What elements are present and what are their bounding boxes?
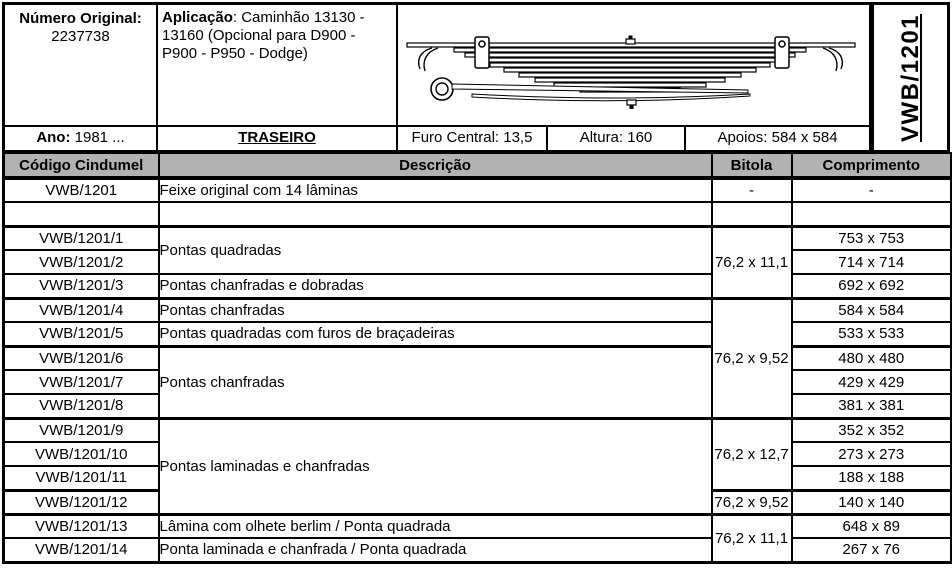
code-cell: VWB/1201/13: [4, 514, 159, 538]
desc-cell: Pontas quadradas: [159, 226, 712, 274]
supports-cell: [686, 125, 871, 150]
comp-cell: 584 x 584: [792, 298, 952, 322]
table-row: [4, 226, 952, 250]
original-number-value: 2237738: [51, 28, 110, 45]
code-cell: VWB/1201/10: [4, 442, 159, 466]
desc-cell: Pontas quadradas com furos de braçadeiras: [159, 322, 712, 346]
bitola-cell: 76,2 x 9,52: [712, 490, 792, 514]
code-cell: VWB/1201: [4, 178, 159, 202]
leaf-spring-drawing: [398, 5, 864, 123]
header-bitola: Bitola: [712, 153, 792, 178]
comp-cell: 714 x 714: [792, 250, 952, 274]
code-cell: [4, 202, 159, 226]
comp-cell: 381 x 381: [792, 394, 952, 418]
comp-cell: 429 x 429: [792, 370, 952, 394]
code-cell: VWB/1201/12: [4, 490, 159, 514]
code-cell: VWB/1201/9: [4, 418, 159, 442]
table-row: [4, 298, 952, 322]
supports-label: Apoios:: [717, 129, 768, 146]
table-row: [4, 178, 952, 202]
bottom-leaf: [472, 94, 750, 109]
application-cell: [158, 5, 398, 125]
bitola-cell: 76,2 x 9,52: [712, 298, 792, 418]
code-cell: VWB/1201/8: [4, 394, 159, 418]
desc-cell: Pontas chanfradas: [159, 298, 712, 322]
code-cell: VWB/1201/4: [4, 298, 159, 322]
code-cell: VWB/1201/1: [4, 226, 159, 250]
parts-table: [2, 152, 952, 564]
comp-cell: -: [792, 178, 952, 202]
position-value: TRASEIRO: [238, 129, 316, 146]
desc-cell: Pontas chanfradas: [159, 346, 712, 418]
center-hole-cell: [398, 125, 548, 150]
center-hole-label: Furo Central:: [411, 129, 500, 146]
height-label: Altura:: [579, 129, 624, 146]
comp-cell: 267 x 76: [792, 538, 952, 562]
table-row-empty: [4, 202, 952, 226]
comp-cell: 753 x 753: [792, 226, 952, 250]
desc-cell: [159, 202, 712, 226]
bitola-cell: [712, 202, 792, 226]
comp-cell: 648 x 89: [792, 514, 952, 538]
comp-cell: [792, 202, 952, 226]
desc-cell: Feixe original com 14 lâminas: [159, 178, 712, 202]
center-bolt: [626, 36, 635, 45]
application-label: Aplicação: [162, 9, 233, 26]
original-number-cell: [5, 5, 158, 125]
table-row: [4, 514, 952, 538]
bitola-cell: 76,2 x 12,7: [712, 418, 792, 490]
code-cell: VWB/1201/7: [4, 370, 159, 394]
original-number-label: Número Original:: [19, 10, 142, 27]
height-value: 160: [627, 129, 653, 146]
table-row: [4, 418, 952, 442]
desc-cell: Lâmina com olhete berlim / Ponta quadrada: [159, 514, 712, 538]
code-cell: VWB/1201/6: [4, 346, 159, 370]
bitola-cell: 76,2 x 11,1: [712, 226, 792, 298]
bitola-cell: 76,2 x 11,1: [712, 514, 792, 562]
desc-cell: Ponta laminada e chanfrada / Ponta quadrada: [159, 538, 712, 562]
year-label: Ano:: [36, 129, 71, 146]
header-desc: Descrição: [159, 153, 712, 178]
code-cell: VWB/1201/5: [4, 322, 159, 346]
bitola-cell: -: [712, 178, 792, 202]
part-code-vertical: VWB/1201: [896, 13, 924, 142]
table-header-row: [4, 153, 952, 178]
table-row: [4, 346, 952, 370]
code-cell: VWB/1201/2: [4, 250, 159, 274]
table-row: [4, 322, 952, 346]
code-cell: VWB/1201/3: [4, 274, 159, 298]
table-row: [4, 538, 952, 562]
header-comp: Comprimento: [792, 153, 952, 178]
comp-cell: 480 x 480: [792, 346, 952, 370]
year-value: 1981 ...: [74, 129, 125, 146]
comp-cell: 140 x 140: [792, 490, 952, 514]
desc-cell: Pontas chanfradas e dobradas: [159, 274, 712, 298]
code-cell: VWB/1201/11: [4, 466, 159, 490]
desc-cell: Pontas laminadas e chanfradas: [159, 418, 712, 514]
comp-cell: 692 x 692: [792, 274, 952, 298]
comp-cell: 352 x 352: [792, 418, 952, 442]
header-info-table: [2, 2, 950, 152]
spring-drawing-cell: [398, 5, 871, 125]
center-hole-value: 13,5: [503, 129, 533, 146]
comp-cell: 273 x 273: [792, 442, 952, 466]
year-cell: [5, 125, 158, 150]
comp-cell: 188 x 188: [792, 466, 952, 490]
header-code: Código Cindumel: [4, 153, 159, 178]
code-cell: VWB/1201/14: [4, 538, 159, 562]
comp-cell: 533 x 533: [792, 322, 952, 346]
table-row: [4, 274, 952, 298]
position-cell: [158, 125, 398, 150]
application-value: : Caminhão 13130 - 13160 (Opcional para D900 - P900 - P950 - Dodge): [162, 9, 365, 62]
part-code-vertical-cell: [871, 5, 947, 150]
supports-value: 584 x 584: [771, 129, 838, 146]
height-cell: [548, 125, 686, 150]
